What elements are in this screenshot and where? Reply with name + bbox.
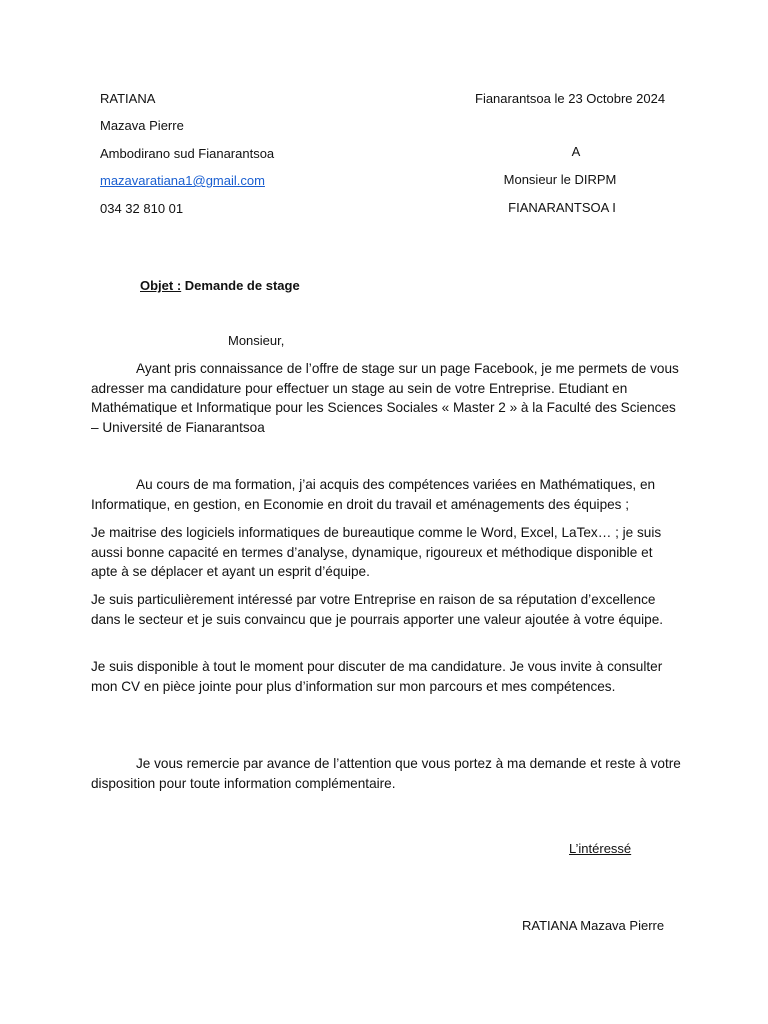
paragraph-thanks: [91, 754, 681, 793]
paragraph-software-text: Je maitrise des logiciels informatiques de bureautique comme le Word, Excel, LaTex… ; je suis aussi bonne capacité en termes d’analyse, dynamique, rigoureux et méthodique disponible et apte à se déplacer et ayant un esprit d’équipe.: [91, 525, 662, 579]
sender-fullname: Mazava Pierre: [100, 118, 184, 133]
sender-address: Ambodirano sud Fianarantsoa: [100, 146, 275, 161]
paragraph-availability-text: Je suis disponible à tout le moment pour discuter de ma candidature. Je vous invite à consulter mon CV en pièce jointe pour plus d’information sur mon parcours et mes compétences.: [91, 659, 663, 694]
paragraph-software: [91, 523, 681, 582]
date-line: Fianarantsoa le 23 Octobre 2024: [475, 91, 666, 106]
paragraph-intro: [91, 359, 681, 437]
paragraph-intro-text: Ayant pris connaissance de l’offre de stage sur un page Facebook, je me permets de vous adresser ma candidature pour effectuer un stage au sein de votre Entreprise. Etudiant en Mathématique et Informatique pour les Sciences Sociales « Master 2 » à la Faculté des Sciences – Université de Fianarantsoa: [91, 361, 679, 435]
paragraph-thanks-text: Je vous remercie par avance de l’attention que vous portez à ma demande et reste à votre disposition pour toute information complémentaire.: [91, 756, 681, 791]
paragraph-skills: [91, 475, 681, 514]
closing-label: L’intéressé: [569, 841, 632, 856]
recipient-prefix: A: [571, 144, 581, 159]
recipient-title: Monsieur le DIRPM: [503, 172, 617, 187]
signature-name: RATIANA Mazava Pierre: [522, 918, 665, 933]
subject-text: Demande de stage: [184, 278, 300, 293]
salutation: Monsieur,: [228, 333, 285, 348]
paragraph-interest-text: Je suis particulièrement intéressé par votre Entreprise en raison de sa réputation d’excellence dans le secteur et je suis convaincu que je pourrais apporter une valeur ajoutée à votre équipe.: [91, 592, 664, 627]
paragraph-interest: [91, 590, 681, 629]
sender-phone: 034 32 810 01: [100, 201, 184, 216]
sender-email-link[interactable]: mazavaratiana1@gmail.com: [100, 173, 265, 188]
subject-label: Objet :: [140, 278, 182, 293]
sender-name: RATIANA: [100, 91, 156, 106]
paragraph-availability: [91, 657, 681, 696]
paragraph-skills-text: Au cours de ma formation, j’ai acquis des compétences variées en Mathématiques, en Informatique, en gestion, en Economie en droit du travail et aménagements des équipes ;: [91, 477, 656, 512]
subject-line: [140, 278, 300, 294]
recipient-city: FIANARANTSOA I: [508, 200, 616, 215]
